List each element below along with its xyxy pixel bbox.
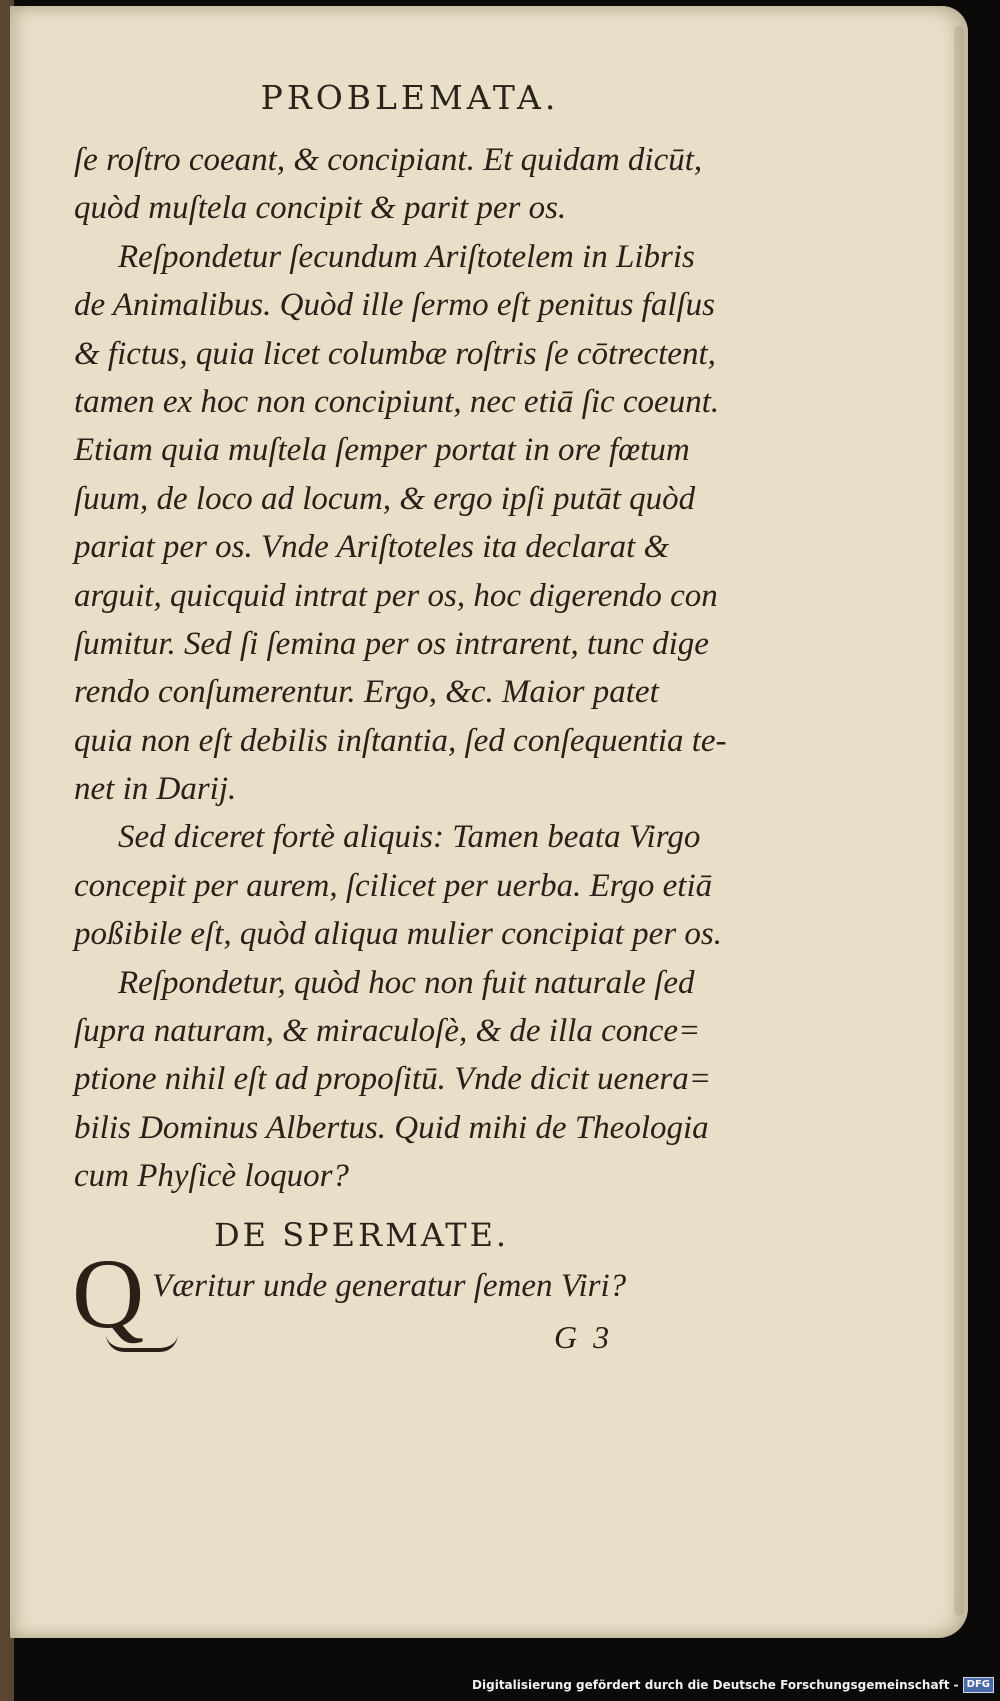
drop-cap-initial: Q bbox=[72, 1238, 145, 1349]
text-line: Reſpondetur, quòd hoc non fuit naturale ſed bbox=[118, 964, 695, 1001]
text-line: quia non eſt debilis inſtantia, ſed conſequentia te- bbox=[74, 722, 727, 759]
text-line: tamen ex hoc non concipiunt, nec etiā ſic coeunt. bbox=[74, 383, 720, 420]
text-line: ptione nihil eſt ad propoſitū. Vnde dicit uenera= bbox=[74, 1061, 711, 1098]
text-line: Væritur unde generatur ſemen Viri? bbox=[152, 1268, 627, 1304]
book-page bbox=[10, 6, 968, 1638]
text-line: ſe roſtro coeant, & concipiant. Et quidam dicūt, bbox=[74, 142, 703, 178]
digitization-credit bbox=[472, 1675, 994, 1695]
text-line: Reſpondetur ſecundum Ariſtotelem in Libris bbox=[118, 238, 695, 275]
text-line: pariat per os. Vnde Ariſtoteles ita declarat & bbox=[74, 529, 670, 566]
dfg-logo-icon: DFG bbox=[963, 1677, 994, 1693]
text-line: concepit per aurem, ſcilicet per uerba. Ergo etiā bbox=[74, 867, 713, 904]
credit-text: Digitalisierung gefördert durch die Deutsche Forschungsgemeinschaft - bbox=[472, 1678, 959, 1692]
text-line: quòd muſtela concipit & parit per os. bbox=[74, 190, 567, 227]
text-line: rendo conſumerentur. Ergo, &c. Maior patet bbox=[74, 674, 659, 711]
text-line: Sed diceret fortè aliquis: Tamen beata Virgo bbox=[118, 819, 701, 856]
text-line: de Animalibus. Quòd ille ſermo eſt penitus falſus bbox=[74, 287, 716, 324]
running-head: PROBLEMATA. bbox=[260, 78, 560, 117]
drop-cap-flourish bbox=[106, 1334, 178, 1352]
text-line: arguit, quicquid intrat per os, hoc digerendo con bbox=[74, 577, 718, 614]
text-line: Etiam quia muſtela ſemper portat in ore fœtum bbox=[74, 432, 690, 469]
section-heading: DE SPERMATE. bbox=[214, 1216, 510, 1254]
text-line: net in Darij. bbox=[74, 771, 237, 808]
text-line: ſupra naturam, & miraculoſè, & de illa conce= bbox=[74, 1013, 701, 1050]
text-line: ſuum, de loco ad locum, & ergo ipſi putāt quòd bbox=[74, 480, 696, 517]
signature-mark: G 3 bbox=[554, 1319, 614, 1355]
text-line: poßibile eſt, quòd aliqua mulier concipiat per os. bbox=[74, 916, 723, 953]
text-line: & fictus, quia licet columbæ roſtris ſe cōtrectent, bbox=[74, 335, 716, 372]
text-line: bilis Dominus Albertus. Quid mihi de Theologia bbox=[74, 1109, 709, 1146]
text-line: ſumitur. Sed ſi ſemina per os intrarent, tunc dige bbox=[74, 625, 709, 662]
body-text bbox=[74, 136, 774, 1201]
text-line: cum Phyſicè loquor? bbox=[74, 1158, 349, 1195]
